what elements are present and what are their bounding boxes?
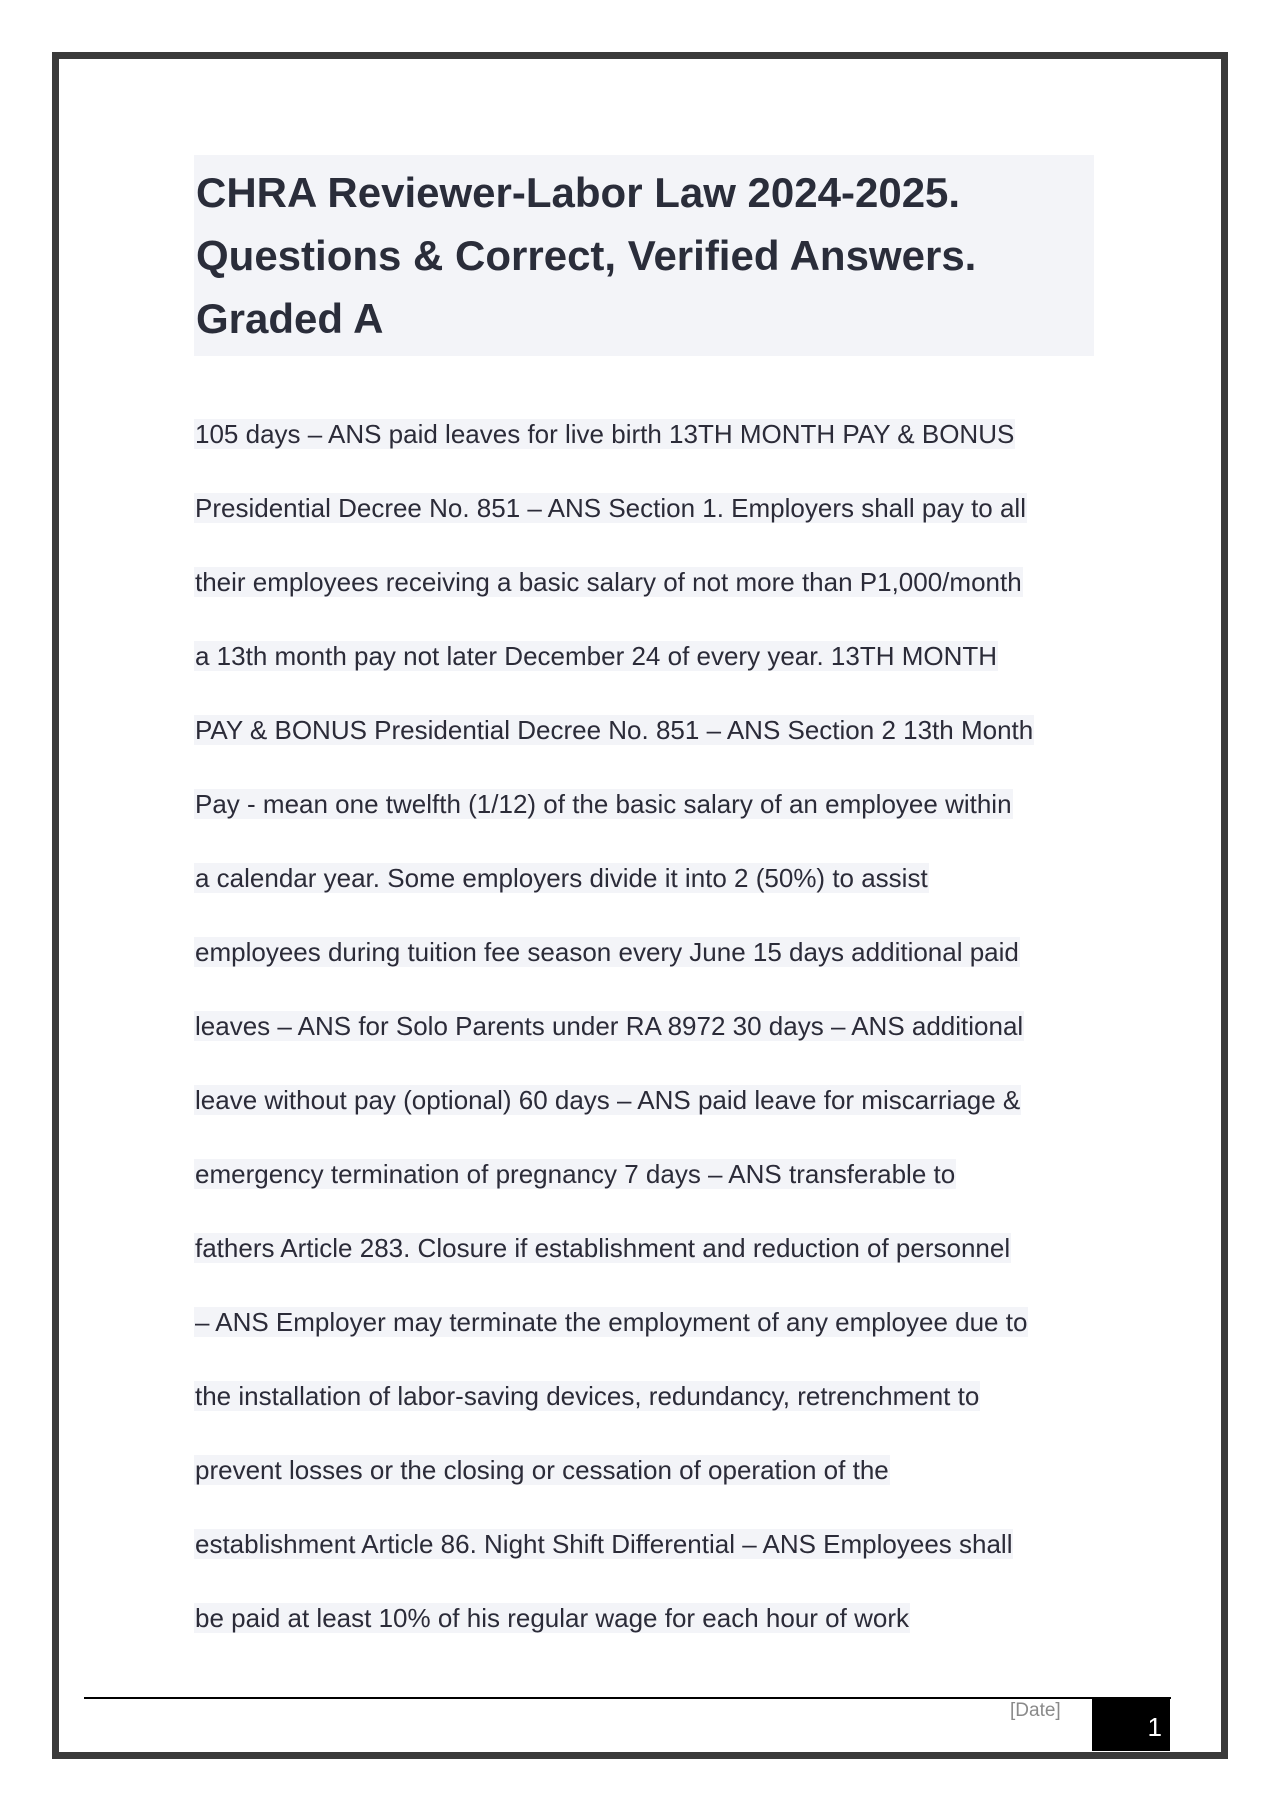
- body-line-text: Pay - mean one twelfth (1/12) of the basic salary of an employee within: [195, 789, 1012, 819]
- body-line-text: PAY & BONUS Presidential Decree No. 851 – ANS Section 2 13th Month: [195, 715, 1034, 745]
- body-line: [194, 1302, 1114, 1376]
- body-line: [194, 858, 1114, 932]
- body-line: [194, 1080, 1114, 1154]
- body-line: [194, 414, 1114, 488]
- body-line-text: be paid at least 10% of his regular wage for each hour of work: [195, 1603, 909, 1633]
- body-line-text: 105 days – ANS paid leaves for live birth 13TH MONTH PAY & BONUS: [195, 419, 1015, 449]
- body-line: [194, 710, 1114, 784]
- body-line: [194, 1450, 1114, 1524]
- body-line-text: Presidential Decree No. 851 – ANS Section 1. Employers shall pay to all: [195, 493, 1026, 523]
- footer-date-placeholder: [Date]: [1010, 1700, 1061, 1721]
- body-line: [194, 636, 1114, 710]
- body-line-text: a calendar year. Some employers divide it into 2 (50%) to assist: [195, 863, 928, 893]
- body-line-text: emergency termination of pregnancy 7 days – ANS transferable to: [195, 1159, 956, 1189]
- body-line: [194, 784, 1114, 858]
- body-line-text: establishment Article 86. Night Shift Differential – ANS Employees shall: [195, 1529, 1013, 1559]
- body-line-text: the installation of labor-saving devices, redundancy, retrenchment to: [195, 1381, 980, 1411]
- title-line: Questions & Correct, Verified Answers.: [196, 232, 977, 279]
- title-line: CHRA Reviewer-Labor Law 2024-2025.: [196, 169, 961, 216]
- body-line: [194, 488, 1114, 562]
- body-line: [194, 562, 1114, 636]
- footer-divider: [84, 1697, 1171, 1699]
- body-line-text: leave without pay (optional) 60 days – ANS paid leave for miscarriage &: [195, 1085, 1021, 1115]
- body-line-text: employees during tuition fee season every June 15 days additional paid: [195, 937, 1019, 967]
- body-line-text: prevent losses or the closing or cessation of operation of the: [195, 1455, 889, 1485]
- body-line-text: fathers Article 283. Closure if establishment and reduction of personnel: [195, 1233, 1011, 1263]
- body-line-text: leaves – ANS for Solo Parents under RA 8972 30 days – ANS additional: [195, 1011, 1024, 1041]
- body-line: [194, 1598, 1114, 1672]
- page-number-box: [1092, 1699, 1170, 1751]
- body-line: [194, 1006, 1114, 1080]
- body-line: [194, 932, 1114, 1006]
- document-title: [194, 155, 1094, 356]
- body-line-text: a 13th month pay not later December 24 of every year. 13TH MONTH: [195, 641, 998, 671]
- title-line: Graded A: [196, 295, 384, 342]
- body-line-text: – ANS Employer may terminate the employment of any employee due to: [195, 1307, 1028, 1337]
- page-number: 1: [1147, 1712, 1162, 1742]
- body-line: [194, 1154, 1114, 1228]
- body-line: [194, 1376, 1114, 1450]
- body-line: [194, 1524, 1114, 1598]
- body-line-text: their employees receiving a basic salary of not more than P1,000/month: [195, 567, 1022, 597]
- body-line: [194, 1228, 1114, 1302]
- document-body: [194, 414, 1114, 1672]
